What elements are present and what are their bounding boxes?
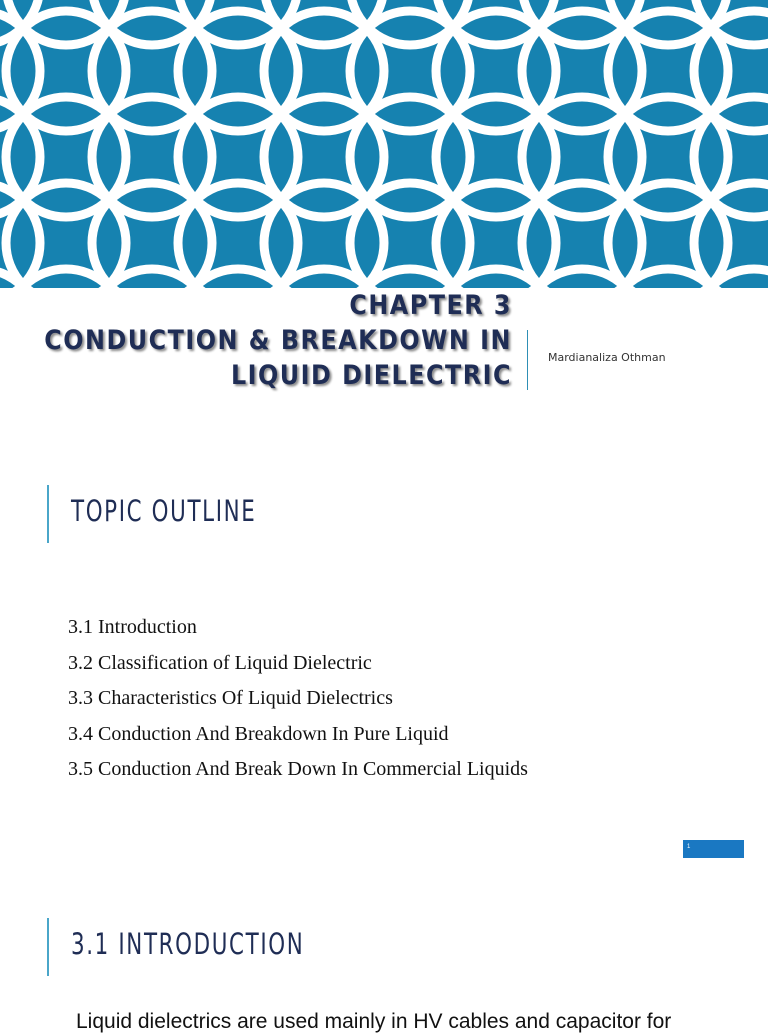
list-item: 3.3 Characteristics Of Liquid Dielectrics bbox=[68, 687, 393, 709]
list-item: 3.2 Classification of Liquid Dielectric bbox=[68, 651, 372, 674]
topic-outline-list bbox=[68, 613, 528, 791]
title-line: CHAPTER 3 bbox=[349, 290, 512, 321]
chapter-title bbox=[32, 288, 512, 393]
page-number-tab bbox=[683, 840, 744, 858]
list-item: 3.1 Introduction bbox=[68, 616, 197, 638]
page-number: 1 bbox=[687, 844, 691, 850]
title-line: CONDUCTION & BREAKDOWN IN bbox=[44, 325, 512, 356]
introduction-heading: 3.1 INTRODUCTION bbox=[71, 927, 305, 961]
topic-outline-heading: TOPIC OUTLINE bbox=[71, 494, 257, 528]
interlocking-circles-pattern bbox=[0, 0, 768, 288]
title-divider bbox=[527, 330, 528, 390]
introduction-body-text: Liquid dielectrics are used mainly in HV cables and capacitor for bbox=[76, 1010, 672, 1033]
heading-accent-bar bbox=[47, 485, 49, 543]
title-line: LIQUID DIELECTRIC bbox=[230, 360, 512, 391]
list-item: 3.5 Conduction And Break Down In Commercial Liquids bbox=[68, 758, 528, 780]
decorative-pattern-banner bbox=[0, 0, 768, 288]
author-name: Mardianaliza Othman bbox=[548, 351, 666, 364]
list-item: 3.4 Conduction And Breakdown In Pure Liquid bbox=[68, 722, 449, 745]
heading-accent-bar bbox=[47, 918, 49, 976]
